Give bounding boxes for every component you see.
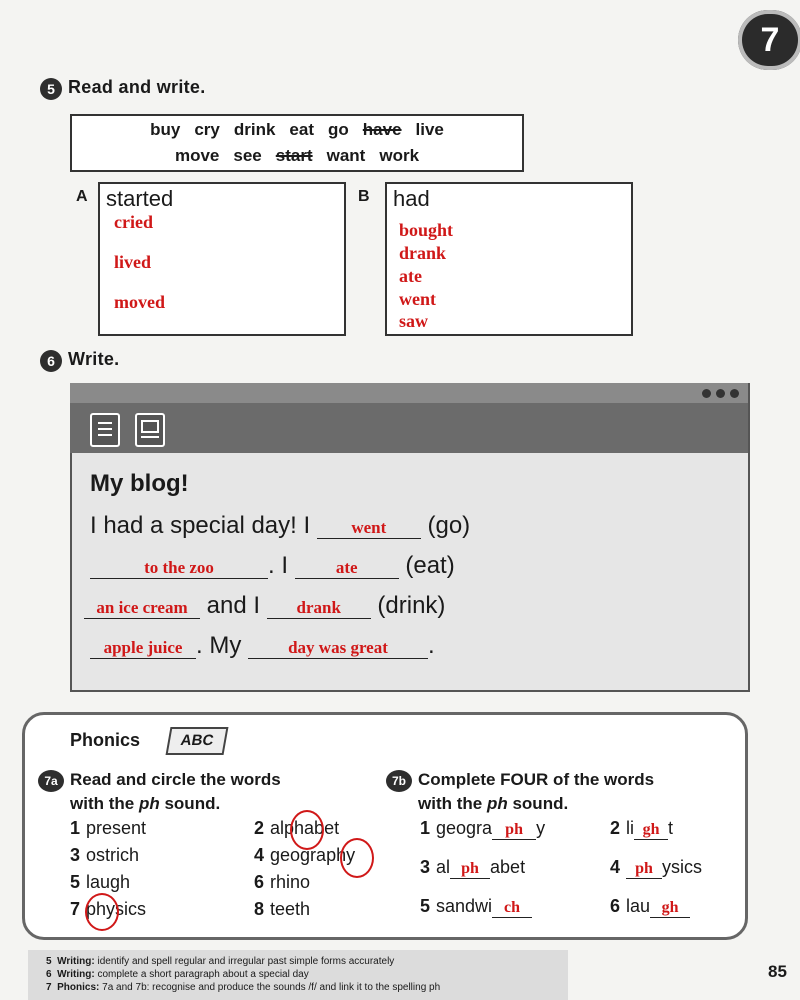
phonics-b-item: 2 li gh t [610,818,674,838]
phonics-b-item: 4 ph ysics [610,857,703,877]
box-b-answer: ate [399,266,422,286]
phonics-a-item: 4 geography [254,845,356,865]
word: go [328,120,349,139]
phonics-b-item: 3 al ph abet [420,857,526,877]
footer-line: 7 Phonics: 7a and 7b: recognise and produce the sounds /f/ and link it to the spelling ph [46,982,441,993]
word: drink [233,120,276,139]
answer-circle-mark [290,810,324,850]
word: move [174,146,220,165]
blog-text: (drink) [377,592,446,619]
exercise-title: Read and circle the words [70,770,281,789]
blog-line-1 [90,512,470,540]
word: eat [289,120,314,139]
exercise-title: with the [418,793,483,813]
box-b-answer: went [399,289,436,309]
answer-blank: to the zoo [90,558,268,579]
exercise-title: sound. [512,793,569,813]
answer-blank: drank [267,598,371,619]
word-row-2 [72,146,522,166]
box-b-answer: drank [399,243,447,263]
word-crossed-out: start [275,146,313,165]
blog-text: . My [196,632,242,659]
word-box [70,114,524,172]
unit-badge: 7 [738,10,800,70]
blog-text: and I [206,592,261,619]
answer-blank: ate [295,558,399,579]
word: live [415,120,444,139]
exercise-title: ph [486,793,508,813]
box-b [385,182,633,336]
phonics-b-item: 6 lau gh [610,896,690,918]
exercise-7b-heading [386,768,654,815]
exercise-title: Read and write. [68,77,206,97]
exercise-title: with the [70,793,135,813]
exercise-title: Complete FOUR of the words [418,770,655,789]
word: see [233,146,262,165]
box-a-answer: cried [114,212,153,232]
exercise-5-heading [40,77,206,100]
word: cry [194,120,220,139]
blog-line-3 [84,592,445,620]
exercise-title: Write. [68,349,120,369]
box-a-answer: lived [114,252,152,272]
blog-line-2 [90,552,455,580]
window-dot-icon [702,389,711,398]
blog-text: . I [268,552,289,579]
blog-text: . [428,632,435,659]
phonics-title: Phonics [70,730,141,750]
answer-blank: apple juice [90,638,196,659]
phonics-a-item: 6 rhino [254,872,311,892]
phonics-a-item: 3 ostrich [70,845,140,865]
blog-line-4 [90,632,435,660]
window-dot-icon [730,389,739,398]
answer-blank: an ice cream [84,598,200,619]
box-b-label: B [358,188,370,205]
computer-icon [135,413,165,447]
exercise-title: ph [138,793,160,813]
exercise-number: 7b [386,770,412,792]
box-a-label: A [76,188,88,205]
objectives-footer [28,950,568,1000]
box-a [98,182,346,336]
box-a-head: started [106,186,174,211]
answer-blank: day was great [248,638,428,659]
footer-line: 5 Writing: identify and spell regular and irregular past simple forms accurately [46,956,395,967]
blog-text: (go) [427,512,471,539]
exercise-title: sound. [164,793,221,813]
phonics-a-item: 7 physics [70,899,147,919]
word-crossed-out: have [362,120,402,139]
abc-icon: ABC [166,727,229,755]
box-b-head: had [393,186,430,211]
exercise-number: 7a [38,770,64,792]
window-dot-icon [716,389,725,398]
page-number: 85 [768,962,787,981]
document-icon [90,413,120,447]
box-a-answer: moved [114,292,165,312]
blog-title-bar [70,383,748,403]
word-row-1 [72,120,522,140]
answer-circle-mark [340,838,374,878]
blog-title: My blog! [90,470,189,497]
blog-text: I had a special day! I [90,512,311,539]
footer-line: 6 Writing: complete a short paragraph about a special day [46,969,309,980]
word: buy [150,120,181,139]
box-b-answer: saw [399,311,429,331]
word: want [326,146,366,165]
answer-circle-mark [85,893,119,931]
exercise-6-heading [40,349,119,372]
word: work [379,146,420,165]
blog-text: (eat) [405,552,455,579]
exercise-number: 6 [40,350,62,372]
phonics-a-item: 8 teeth [254,899,311,919]
box-b-answer: bought [399,220,454,240]
phonics-b-item: 1 geogra ph y [420,818,546,838]
phonics-b-item: 5 sandwi ch [420,896,532,918]
phonics-a-item: 1 present [70,818,147,838]
phonics-a-item: 2 alphabet [254,818,340,838]
exercise-number: 5 [40,78,62,100]
phonics-a-item: 5 laugh [70,872,131,892]
exercise-7a-heading [38,768,281,815]
answer-blank: went [317,518,421,539]
